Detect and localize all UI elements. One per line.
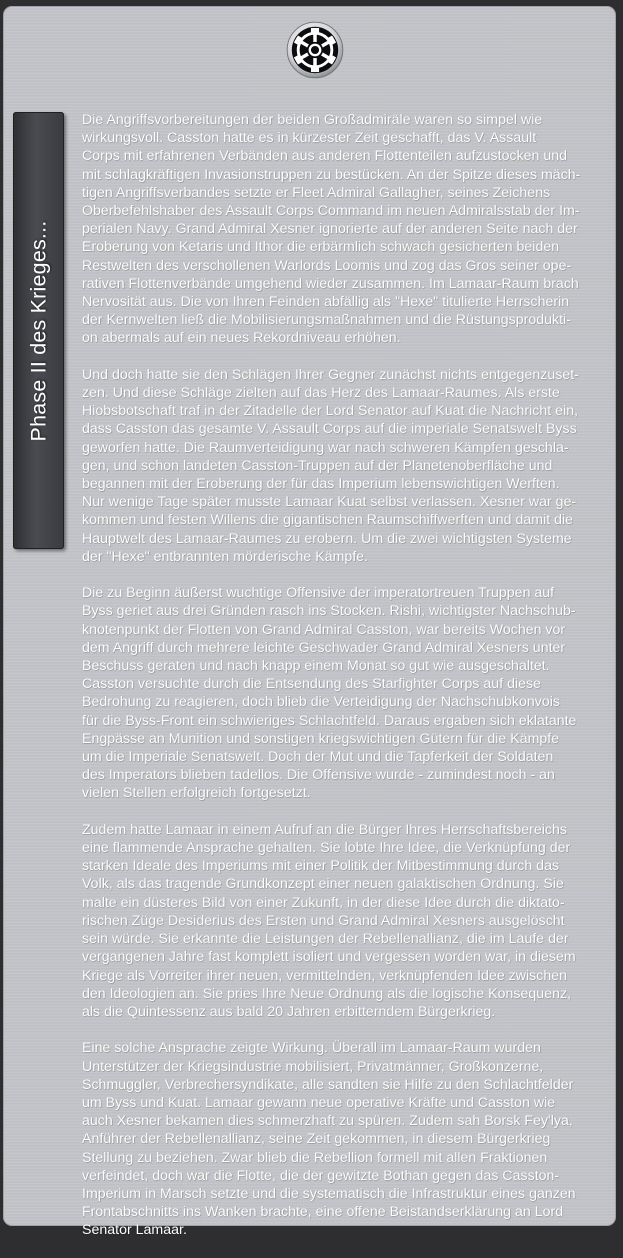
text-line: wirkungsvoll. Casston hatte es in kürzester Zeit geschafft, das V. Assault bbox=[82, 130, 537, 147]
section-tab bbox=[13, 112, 64, 549]
text-line: auch Xesner bekamen dies schmerzhaft zu spüren. Zudem sah Borsk Fey'lya, bbox=[82, 1113, 573, 1130]
text-line: mit schlagkräftigen Invasionstruppen zu bestücken. An der Spitze dieses mäch- bbox=[82, 166, 581, 183]
text-line: gen, und schon landeten Casston-Truppen auf der Planetenoberfläche und bbox=[82, 457, 553, 474]
section-tab-label: Phase II des Krieges... bbox=[26, 220, 50, 441]
text-line: Senator Lamaar. bbox=[82, 1222, 187, 1239]
text-line: Anführer der Rebellenallianz, seine Zeit gekommen, in diesem Bürgerkrieg bbox=[82, 1131, 551, 1148]
text-line: den Ideologien an. Sie pries Ihre Neue Ordnung als die logische Konsequenz, bbox=[82, 985, 572, 1002]
text-line: des Imperators blieben tadellos. Die Offensive wurde - zumindest noch - an bbox=[82, 767, 555, 784]
text-line: Stellung zu beziehen. Zwar blieb die Rebellion formell mit allen Fraktionen bbox=[82, 1149, 548, 1166]
text-line: Zudem hatte Lamaar in einem Aufruf an die Bürger Ihres Herrschaftsbereichs bbox=[82, 821, 567, 838]
text-line: rativen Flottenverbände umgehend wieder zusammen. Im Lamaar-Raum brach bbox=[82, 275, 579, 292]
text-line: Eroberung von Ketaris und Ithor die erbärmlich schwach gesicherten beiden bbox=[82, 239, 560, 256]
text-line: Frontabschnitts ins Wanken brachte, eine offene Beistandserklärung an Lord bbox=[82, 1204, 564, 1221]
text-line: um Byss und Kuat. Lamaar gewann neue operative Kräfte und Casston wie bbox=[82, 1094, 556, 1111]
text-line: der "Hexe" entbrannten mörderische Kämpfe. bbox=[82, 548, 369, 565]
text-line: verfeindet, doch war die Flotte, die der gewitzte Bothan gegen das Casston- bbox=[82, 1167, 560, 1184]
content-panel bbox=[3, 6, 616, 1239]
text-line: Eine solche Ansprache zeigte Wirkung. Überall im Lamaar-Raum wurden bbox=[82, 1040, 541, 1057]
text-line: Volk, als das tragende Grundkonzept einer neuen galaktischen Ordnung. Sie bbox=[82, 876, 564, 893]
text-line: on abermals auf ein neues Rekordniveau erhöhen. bbox=[82, 330, 401, 347]
text-line: Corps mit erfahrenen Verbänden aus anderen Flottenteilen aufzustocken und bbox=[82, 148, 568, 165]
text-line: malte ein düsteres Bild von einer Zukunft, in der diese Idee durch die diktato- bbox=[82, 894, 565, 911]
text-line: rischen Züge Desiderius des Ersten und Grand Admiral Xesners ausgelöscht bbox=[82, 912, 565, 929]
article-paragraph bbox=[82, 821, 602, 1021]
text-line: begannen mit der Eroberung der für das Imperium lebenswichtigen Werften. bbox=[82, 476, 560, 493]
text-line: Und doch hatte sie den Schlägen Ihrer Gegner zunächst nichts entgegenzuset- bbox=[82, 366, 579, 383]
text-line: Engpässe an Munition und sonstigen kriegswichtigen Gütern für die Kämpfe bbox=[82, 730, 560, 747]
text-line: dass Casston das gesamte V. Assault Corps auf die imperiale Senatswelt Byss bbox=[82, 421, 577, 438]
text-line: als die Quintessenz aus bald 20 Jahren erbitterndem Bürgerkrieg. bbox=[82, 1003, 496, 1020]
text-line: kommen und festen Willens die gigantischen Raumschiffwerften und damit die bbox=[82, 512, 574, 529]
text-line: Schmuggler, Verbrechersyndikate, alle sandten sie Hilfe zu den Schlachtfelder bbox=[82, 1076, 574, 1093]
imperial-crest-icon bbox=[286, 21, 344, 79]
text-line: Hauptwelt des Lamaar-Raumes zu erobern. Um die zwei wichtigsten Systeme bbox=[82, 530, 572, 547]
text-line: Unterstützer der Kriegsindustrie mobilisiert, Privatmänner, Großkonzerne, bbox=[82, 1058, 544, 1075]
text-line: Die Angriffsvorbereitungen der beiden Großadmiräle waren so simpel wie bbox=[82, 112, 543, 128]
text-line: starken Ideale des Imperiums mit einer Politik der Mitbestimmung durch das bbox=[82, 858, 560, 875]
text-line: Imperium in Marsch setzte und die systematisch die Infrastruktur eines ganzen bbox=[82, 1185, 576, 1202]
text-line: Casston versuchte durch die Entsendung des Starfighter Corps auf diese bbox=[82, 676, 541, 693]
text-line: tigen Angriffsverbandes setzte er Fleet Admiral Gallagher, seines Zeichens bbox=[82, 184, 551, 201]
text-line: Die zu Beginn äußerst wuchtige Offensive der imperatortreuen Truppen auf bbox=[82, 585, 555, 602]
text-line: zen. Und diese Schläge zielten auf das Herz des Lamaar-Raumes. Als erste bbox=[82, 385, 560, 402]
text-line: dem Angriff durch mehrere leichte Geschwader Grand Admiral Xesners unter bbox=[82, 639, 566, 656]
text-line: vergangenen Jahre fast komplett isoliert und vergessen worden war, in diesem bbox=[82, 949, 576, 966]
text-line: perialen Navy. Grand Admiral Xesner ignorierte auf der anderen Seite nach der bbox=[82, 221, 578, 238]
text-line: sein würde. Sie erkannte die Leistungen der Rebellenallianz, die im Laufe der bbox=[82, 931, 569, 948]
article-paragraph bbox=[82, 584, 602, 802]
text-line: Oberbefehlshaber des Assault Corps Command im neuen Admiralsstab der Im- bbox=[82, 203, 580, 220]
text-line: Beschuss geraten und nach knapp einem Monat so gut wie ausgeschaltet. bbox=[82, 658, 550, 675]
article-paragraph bbox=[82, 366, 602, 566]
text-line: knotenpunkt der Flotten von Grand Admiral Casston, war bereits Wochen vor bbox=[82, 621, 566, 638]
text-line: Hiobsbotschaft traf in der Zitadelle der Lord Senator auf Kuat die Nachricht ein, bbox=[82, 403, 579, 420]
article-body bbox=[82, 111, 602, 1258]
text-line: Nur wenige Tage später musste Lamaar Kuat selbst verlassen. Xesner war ge- bbox=[82, 494, 577, 511]
text-line: Byss geriet aus drei Gründen rasch ins Stocken. Rishi, wichtigster Nachschub- bbox=[82, 603, 576, 620]
article-paragraph bbox=[82, 1039, 602, 1239]
text-line: Kriege als Vorreiter ihrer neuen, vermittelnden, verknüpfenden Idee zwischen bbox=[82, 967, 568, 984]
text-line: Restwelten des verschollenen Warlords Loomis und zog das Gros seiner ope- bbox=[82, 257, 572, 274]
text-line: der Kernwelten ließ die Mobilisierungsmaßnahmen und die Rüstungsprodukti- bbox=[82, 312, 571, 329]
text-line: um die Imperiale Senatswelt. Doch der Mut und die Tapferkeit der Soldaten bbox=[82, 749, 554, 766]
text-line: Nervosität aus. Die von Ihren Feinden abfällig als "Hexe" titulierte Herrscherin bbox=[82, 294, 570, 311]
text-line: geworfen hatte. Die Raumverteidigung war nach schweren Kämpfen geschla- bbox=[82, 439, 569, 456]
text-line: vielen Stellen erfolgreich fortgesetzt. bbox=[82, 785, 311, 802]
article-paragraph bbox=[82, 111, 602, 348]
text-line: Bedrohung zu reagieren, doch blieb die Verteidigung der Nachschubkonvois bbox=[82, 694, 560, 711]
text-line: für die Byss-Front ein schwieriges Schlachtfeld. Daraus ergaben sich eklatante bbox=[82, 712, 577, 729]
text-line: eine flammende Ansprache gehalten. Sie lobte Ihre Idee, die Verknüpfung der bbox=[82, 840, 571, 857]
